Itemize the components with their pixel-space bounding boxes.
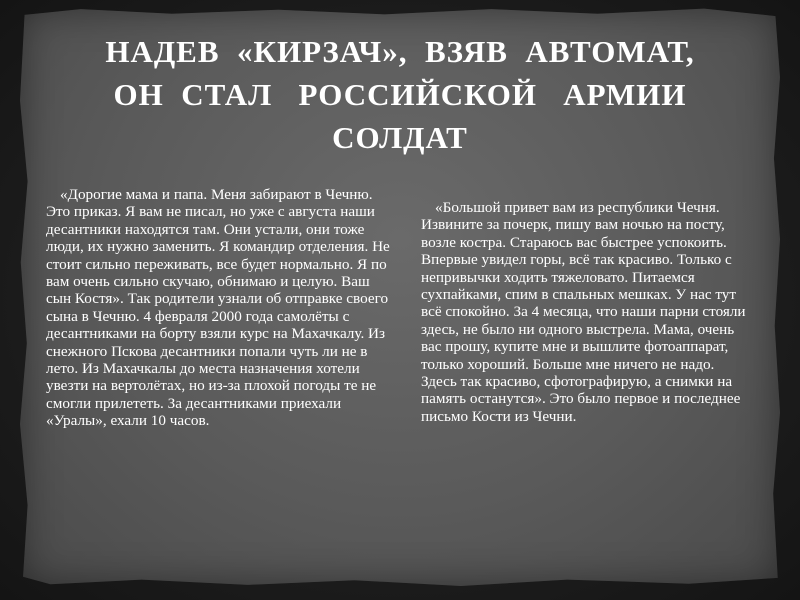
title-line-2: ОН СТАЛ РОССИЙСКОЙ АРМИИ [113,77,687,112]
title-line-3: СОЛДАТ [332,120,468,155]
slide-title [40,30,760,159]
right-column-text: «Большой привет вам из республики Чечня. Извините за почерк, пишу вам ночью на посту, возле костра. Стараюсь вас быстрее успокоить. Впервые увидел горы, всё так красиво. Только с непривычки ходить тяжеловато. Питаемся сухпайками, спим в спальных мешках. У нас тут всё спокойно. За 4 месяца, что наши парни стояли здесь, не было ни одного выстрела. Мама, очень вас прошу, купите мне и вышлите фотоаппарат, только хороший. Больше мне ничего не надо. Здесь так красиво, сфотографирую, а снимки на память останутся». Это было первое и последнее письмо Кости из Чечни. [421,199,746,425]
title-line-1: НАДЕВ «КИРЗАЧ», ВЗЯВ АВТОМАТ, [105,34,695,69]
left-column-text: «Дорогие мама и папа. Меня забирают в Чечню. Это приказ. Я вам не писал, но уже с августа наши десантники находятся там. Они устали, они тоже люди, их нужно заменить. Я командир отделения. Не стоит сильно переживать, все будет нормально. Я по вам очень сильно скучаю, обнимаю и целую. Ваш сын Костя». Так родители узнали об отправке своего сына в Чечню. 4 февраля 2000 года самолёты с десантниками на борту взяли курс на Махачкалу. Из снежного Пскова десантники попали чуть ли не в лето. Из Махачкалы до места назначения хотели увезти на вертолётах, но из-за плохой погоды те не смогли прилететь. За десантниками приехали «Уралы», ехали 10 часов. [46,186,390,430]
